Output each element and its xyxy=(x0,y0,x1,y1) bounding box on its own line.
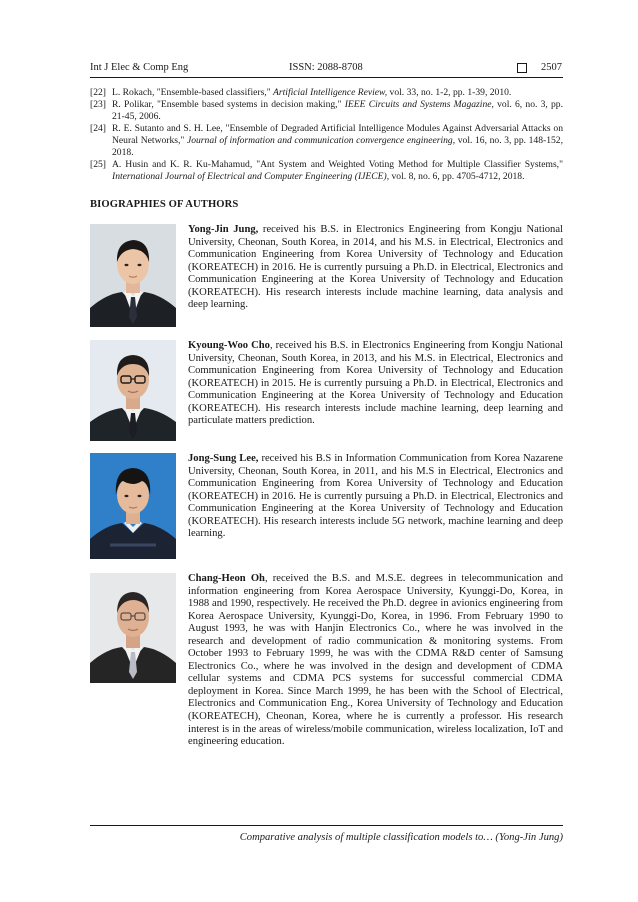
author-name: Kyoung-Woo Cho xyxy=(188,340,270,351)
page-number: 2507 xyxy=(541,62,562,73)
author-name: Jong-Sung Lee, xyxy=(188,453,259,464)
author-bio-text xyxy=(188,453,563,541)
portrait-icon xyxy=(90,224,176,327)
reference-text: L. Rokach, "Ensemble-based classifiers," xyxy=(112,87,274,98)
reference-venue: IEEE Circuits and Systems Magazine, xyxy=(344,99,494,110)
author-name: Yong-Jin Jung, xyxy=(188,224,259,235)
author-bio-body: , received his B.S. in Electronics Engineering from Kongju National University, Cheonan, South Korea, in 2013, and his M.S. in Electrical, Electronics and Communication Engineering from Korea University of Technology and Education (KOREATECH) in 2015. He is currently pursuing a Ph.D. in Electrical, Electronics and Communication Engineering at the Korea University of Technology and Education (KOREATECH). His research interests include machine learning, deep learning and particulate matters prediction. xyxy=(188,340,563,427)
reference-number: [25] xyxy=(90,159,106,170)
reference-number: [22] xyxy=(90,87,106,98)
author-bio-body: received his B.S. in Electronics Engineering from Kongju National University, Cheonan, South Korea, in 2014, and his M.S. in Electrical, Electronics and Communication Engineering from Korea University of Technology and Education (KOREATECH) in 2016. He is currently pursuing a Ph.D. in Electrical, Electronics and Communication Engineering at the Korea University of Technology and Education (KOREATECH). His research interests include machine learning, data analysis and deep learning. xyxy=(188,224,563,311)
reference-text: R. Polikar, "Ensemble based systems in decision making," xyxy=(112,99,345,110)
portrait-icon xyxy=(90,453,176,559)
checkbox-square-icon xyxy=(517,63,527,73)
reference-item xyxy=(90,87,563,99)
section-title: BIOGRAPHIES OF AUTHORS xyxy=(90,199,239,210)
footer-rule xyxy=(90,825,563,826)
portrait-icon xyxy=(90,573,176,683)
author-photo xyxy=(90,453,176,559)
reference-number: [24] xyxy=(90,123,106,134)
author-name: Chang-Heon Oh xyxy=(188,573,265,584)
reference-text: R. E. Sutanto and S. H. Lee, "Ensemble of Degraded Artificial Intelligence Modules Against Adversarial Attacks on Neural Networks," xyxy=(112,123,563,146)
reference-details: vol. 16, no. 3, pp. 148-152, 2018. xyxy=(112,135,563,158)
author-bio-body: received his B.S in Information Communication from Korea Nazarene University, Cheonan, South Korea, in 2011, and his M.S in Electrical, Electronics and Communication Engineering from Korea University of Technology and Education (KOREATECH) in 2016. He is currently pursuing a Ph.D. in Electrical, Electronics and Communication Engineering at the Korea University of Technology and Education (KOREATECH). His research interests include 5G network, machine learning and deep learning. xyxy=(188,453,563,540)
reference-details: vol. 6, no. 3, pp. 21-45, 2006. xyxy=(112,99,563,122)
author-bio xyxy=(90,224,563,330)
running-header xyxy=(90,61,562,75)
author-bio xyxy=(90,340,563,444)
reference-venue: Artificial Intelligence Review, xyxy=(273,87,388,98)
reference-item xyxy=(90,99,563,123)
author-bio-text xyxy=(188,340,563,428)
header-right xyxy=(517,61,562,75)
author-photo xyxy=(90,573,176,683)
reference-list xyxy=(90,87,563,183)
header-rule xyxy=(90,77,563,78)
reference-text: A. Husin and K. R. Ku-Mahamud, "Ant System and Weighted Voting Method for Multiple Classifier Systems," xyxy=(112,159,563,170)
reference-venue: International Journal of Electrical and Computer Engineering (IJECE), xyxy=(112,171,390,182)
author-bio-text xyxy=(188,224,563,312)
author-bio-text xyxy=(188,573,563,749)
portrait-icon xyxy=(90,340,176,441)
reference-item xyxy=(90,123,563,159)
reference-details: vol. 33, no. 1-2, pp. 1-39, 2010. xyxy=(387,87,512,98)
running-footer: Comparative analysis of multiple classification models to… (Yong-Jin Jung) xyxy=(239,832,563,843)
author-photo xyxy=(90,224,176,327)
reference-number: [23] xyxy=(90,99,106,110)
reference-details: vol. 8, no. 6, pp. 4705-4712, 2018. xyxy=(389,171,525,182)
issn: ISSN: 2088-8708 xyxy=(289,62,363,73)
author-bio-body: , received the B.S. and M.S.E. degrees in telecommunication and information engineering from Korea Aerospace University, Kyunggi-Do, Korea, in 1988 and 1990, respectively. He received the Ph.D. degree in avionics engineering from Korea Aerospace University, Kyunggi-Do, Korea, in 1996. From February 1990 to August 1993, he was with Hanjin Electronics Co., where he was involved in the research and development of radio communication & monitoring systems. From October 1993 to February 1999, he was with the CDMA R&D center of Samsung Electronics Co., where he was involved in the design and development of CDMA cellular systems and CDMA PCS systems for successful commercial CDMA deployment in Korea. Since March 1999, he has been with the School of Electrical, Electronics and Communication Eng., Korea University of Technology and Education (KOREATECH), Cheonan, Korea, where he is currently a professor. His research interest is in the areas of wireless/mobile communication, wireless localization, IoT and engineering education. xyxy=(188,573,564,748)
author-bio xyxy=(90,573,563,773)
reference-venue: Journal of information and communication convergence engineering, xyxy=(186,135,456,146)
author-photo xyxy=(90,340,176,441)
journal-name: Int J Elec & Comp Eng xyxy=(90,62,189,73)
author-bio xyxy=(90,453,563,561)
reference-item xyxy=(90,159,563,183)
